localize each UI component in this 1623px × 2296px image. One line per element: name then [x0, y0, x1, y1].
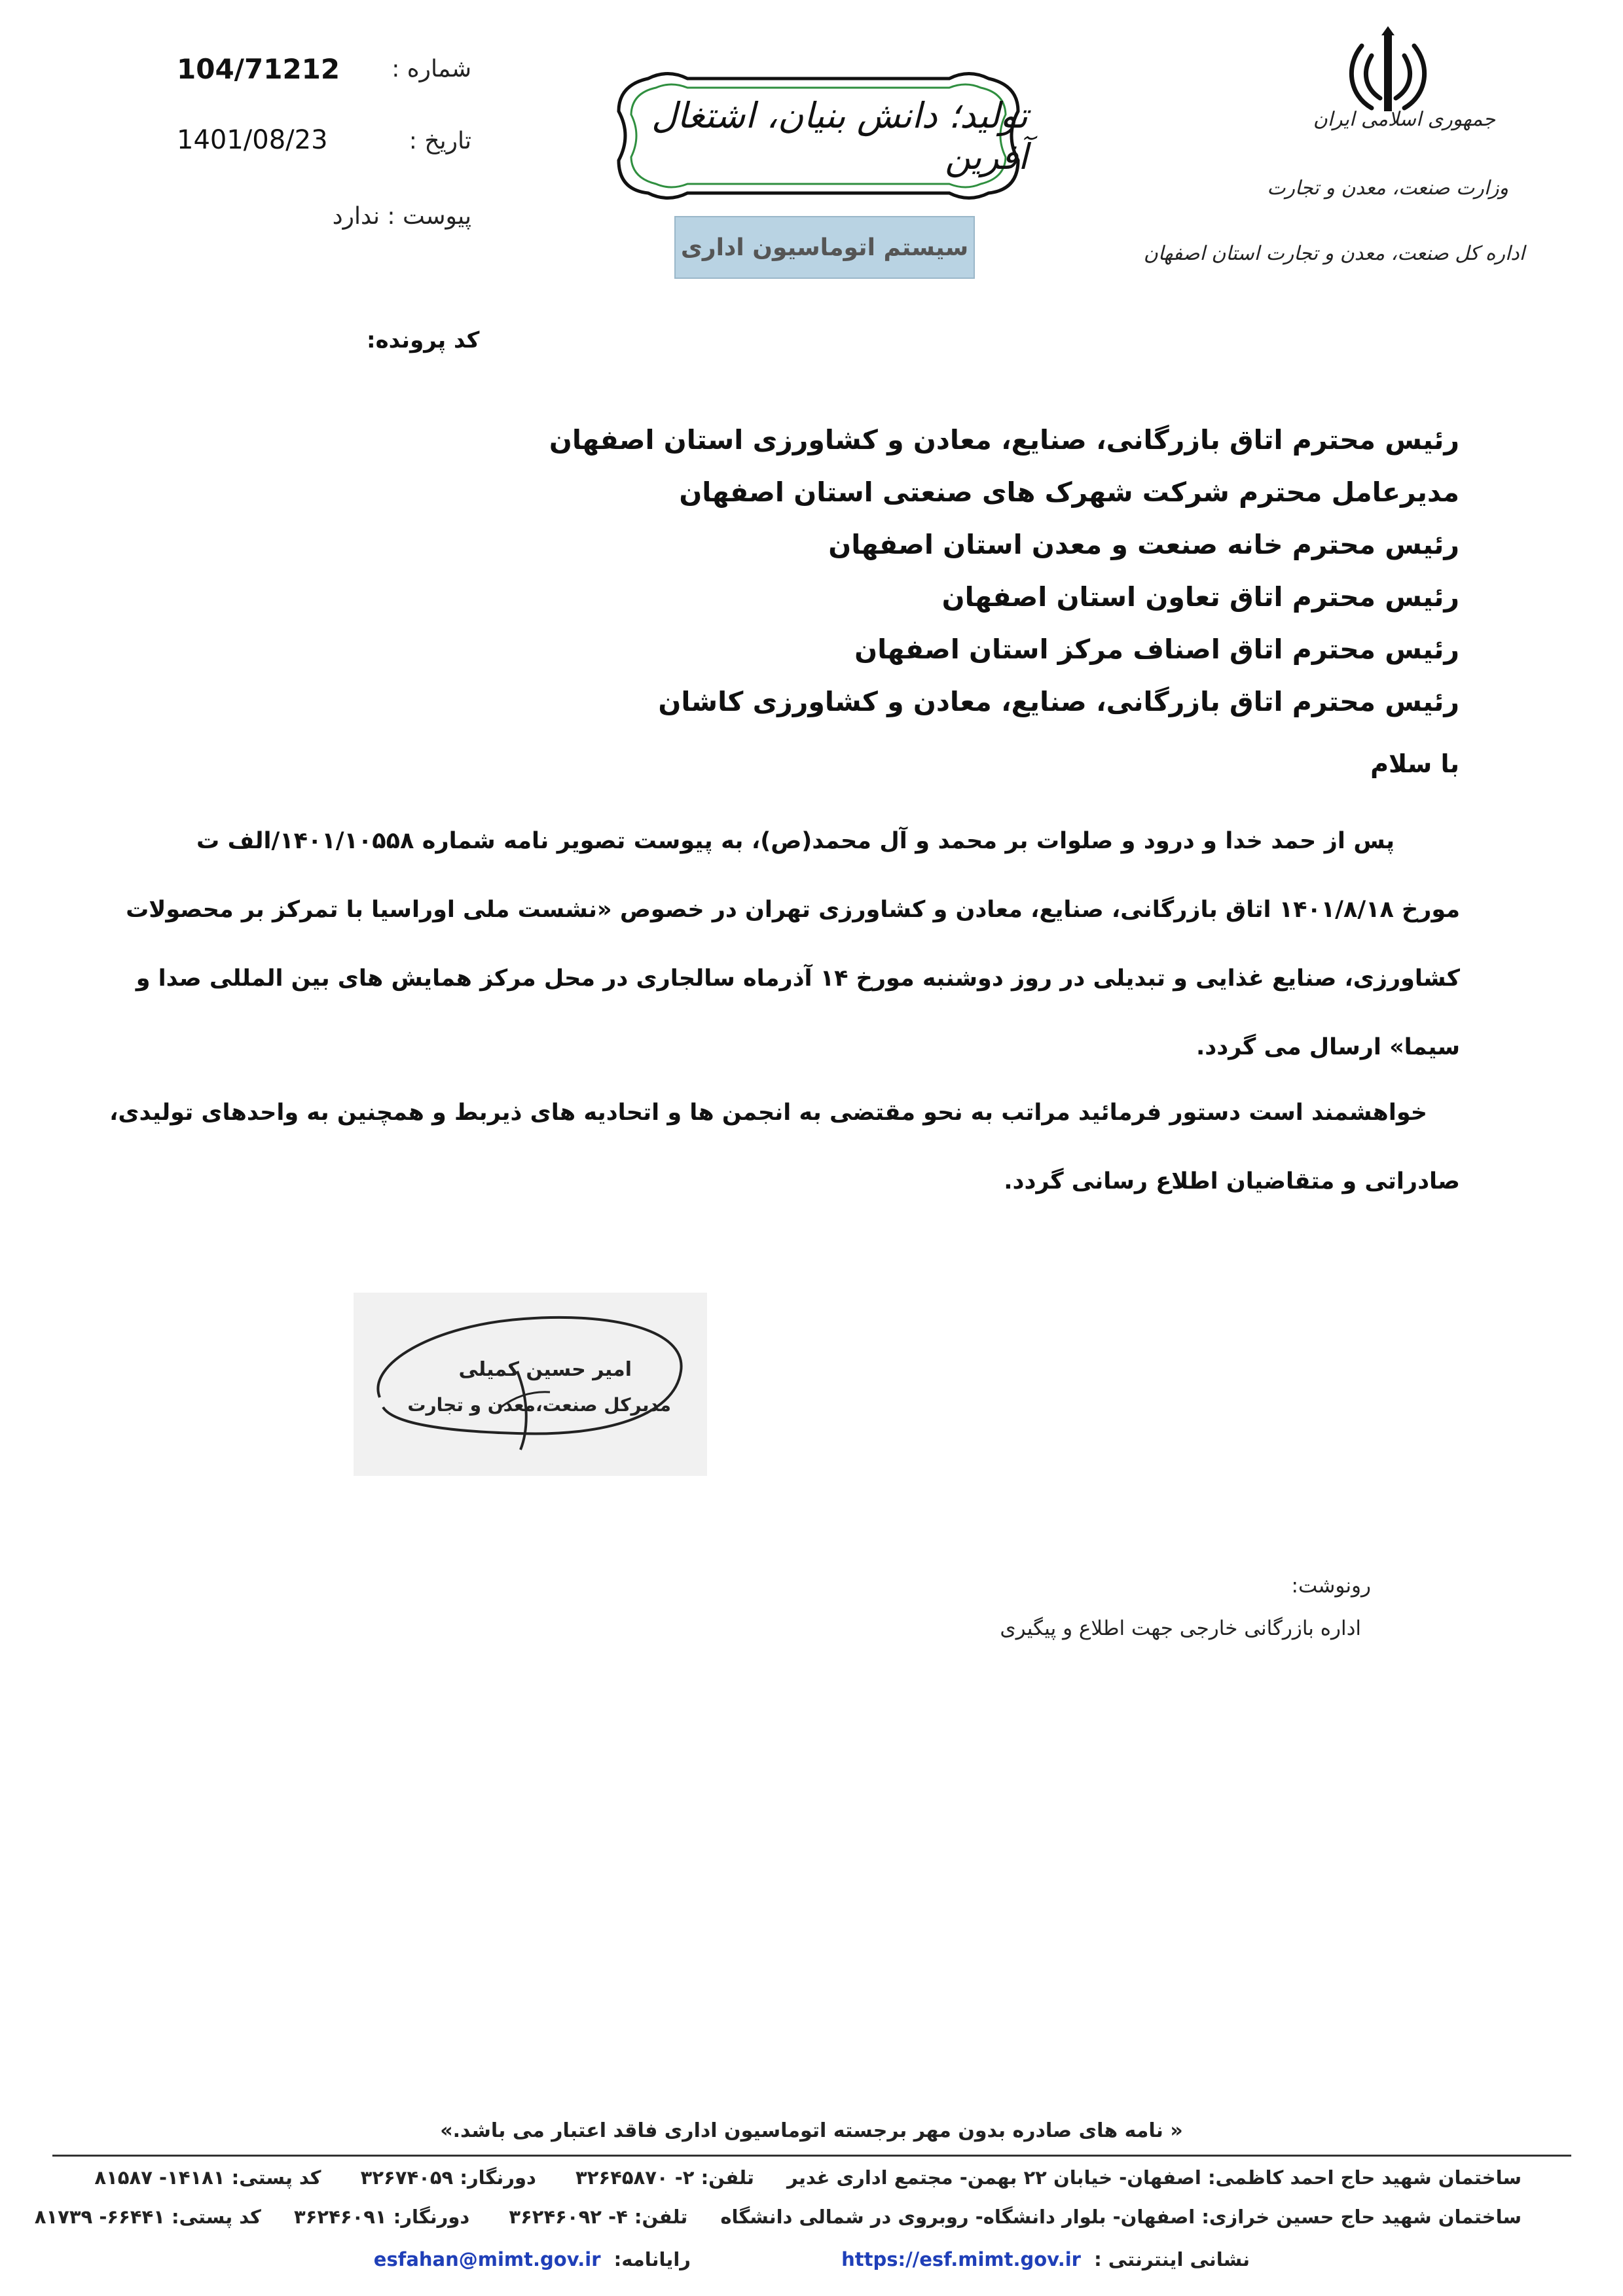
body-line: کشاورزی، صنایع غذایی و تبدیلی در روز دوشنبه مورخ ۱۴ آذرماه سالجاری در محل مرکز همایش های بین المللی صدا و [136, 965, 1460, 992]
body-line: صادراتی و متقاضیان اطلاع رسانی گردد. [1004, 1168, 1460, 1194]
phone-2: تلفن: ۴- ۳۶۲۴۶۰۹۲ [509, 2206, 688, 2228]
signature-block [354, 1293, 707, 1476]
footer-validity-note: « نامه های صادره بدون مهر برجسته اتوماسیون اداری فاقد اعتبار می باشد.» [440, 2119, 1183, 2142]
postal-code-2: کد پستی: ۶۶۴۴۱- ۸۱۷۳۹ [34, 2206, 261, 2228]
slogan-frame [609, 65, 1028, 206]
org-country: جمهوری اسلامی ایران [1313, 108, 1495, 131]
attachment-value: ندارد [332, 203, 380, 230]
recipient-line: رئیس محترم اتاق بازرگانی، صنایع، معادن و کشاورزی کاشان [658, 686, 1459, 717]
automation-system-badge [674, 216, 975, 279]
footer-address-line-2 [34, 2206, 1522, 2228]
cc-text: اداره بازرگانی خارجی جهت اطلاع و پیگیری [1000, 1617, 1361, 1640]
body-line: خواهشمند است دستور فرمائید مراتب به نحو مقتضی به انجمن ها و اتحادیه های ذیربط و همچنین به واحدهای تولیدی، [109, 1100, 1427, 1126]
signer-name: امیر حسین کمیلی [458, 1358, 632, 1381]
phone-1: تلفن: ۲- ۳۲۶۴۵۸۷۰ [575, 2166, 754, 2189]
recipients-list [215, 414, 1459, 728]
letter-date [164, 125, 471, 173]
org-department: اداره کل صنعت، معدن و تجارت استان اصفهان [1143, 242, 1525, 265]
address-2: ساختمان شهید حاج حسین خرازی: اصفهان- بلوار دانشگاه- روبروی در شمالی دانشگاه [720, 2206, 1522, 2228]
letter-number-label: شماره : [392, 56, 471, 82]
email-label: رایانامه: [613, 2248, 691, 2270]
address-1: ساختمان شهید حاج احمد کاظمی: اصفهان- خیابان ۲۲ بهمن- مجتمع اداری غدیر [786, 2166, 1522, 2189]
fax-2: دورنگار: ۳۶۲۴۶۰۹۱ [294, 2206, 470, 2228]
recipient-line: رئیس محترم اتاق تعاون استان اصفهان [941, 581, 1459, 613]
cc-label: رونوشت: [1291, 1574, 1371, 1598]
automation-system-label: سیستم اتوماسیون اداری [680, 234, 969, 261]
postal-code-1: کد پستی: ۱۴۱۸۱- ۸۱۵۸۷ [94, 2166, 321, 2189]
email-link[interactable]: esfahan@mimt.gov.ir [373, 2248, 601, 2270]
website-label: نشانی اینترنتی : [1094, 2248, 1250, 2270]
recipient-line: مدیرعامل محترم شرکت شهرک های صنعتی استان اصفهان [679, 476, 1459, 508]
body-line: مورخ ۱۴۰۱/۸/۱۸ اتاق بازرگانی، صنایع، معادن و کشاورزی تهران در خصوص «نشست ملی اوراسیا با تمرکز بر محصولات [126, 897, 1460, 923]
letter-date-label: تاریخ : [409, 128, 471, 154]
letter-number-value: 104/71212 [177, 53, 340, 85]
body-line: سیما» ارسال می گردد. [1196, 1034, 1460, 1060]
website-link[interactable]: https://esf.mimt.gov.ir [841, 2248, 1081, 2270]
footer-address-line-1 [48, 2166, 1522, 2189]
fax-1: دورنگار: ۳۲۶۷۴۰۵۹ [360, 2166, 536, 2189]
body-line: پس از حمد خدا و درود و صلوات بر محمد و آل محمد(ص)، به پیوست تصویر نامه شماره ۱۴۰۱/۱۰۵۵۸/الف ت [196, 828, 1395, 854]
recipient-line: رئیس محترم اتاق بازرگانی، صنایع، معادن و کشاورزی استان اصفهان [549, 424, 1459, 456]
letter-date-value: 1401/08/23 [177, 125, 328, 155]
signer-title: مدیرکل صنعت،معدن و تجارت [407, 1394, 671, 1416]
attachment-label-text: پیوست : [387, 203, 471, 230]
file-code-label: کد پرونده: [367, 327, 480, 353]
footer-divider [52, 2155, 1571, 2157]
footer-contact-line [137, 2248, 1250, 2270]
attachment-label [333, 203, 471, 230]
letter-attachment [164, 203, 471, 249]
signature-scribble-icon [354, 1293, 707, 1476]
slogan-text: تولید؛ دانش بنیان، اشتغال آفرین [651, 94, 1028, 177]
org-ministry: وزارت صنعت، معدن و تجارت [1267, 177, 1508, 200]
greeting: با سلام [1370, 749, 1459, 778]
recipient-line: رئیس محترم خانه صنعت و معدن استان اصفهان [828, 529, 1459, 560]
recipient-line: رئیس محترم اتاق اصناف مرکز استان اصفهان [854, 634, 1459, 665]
letter-number [164, 53, 471, 101]
